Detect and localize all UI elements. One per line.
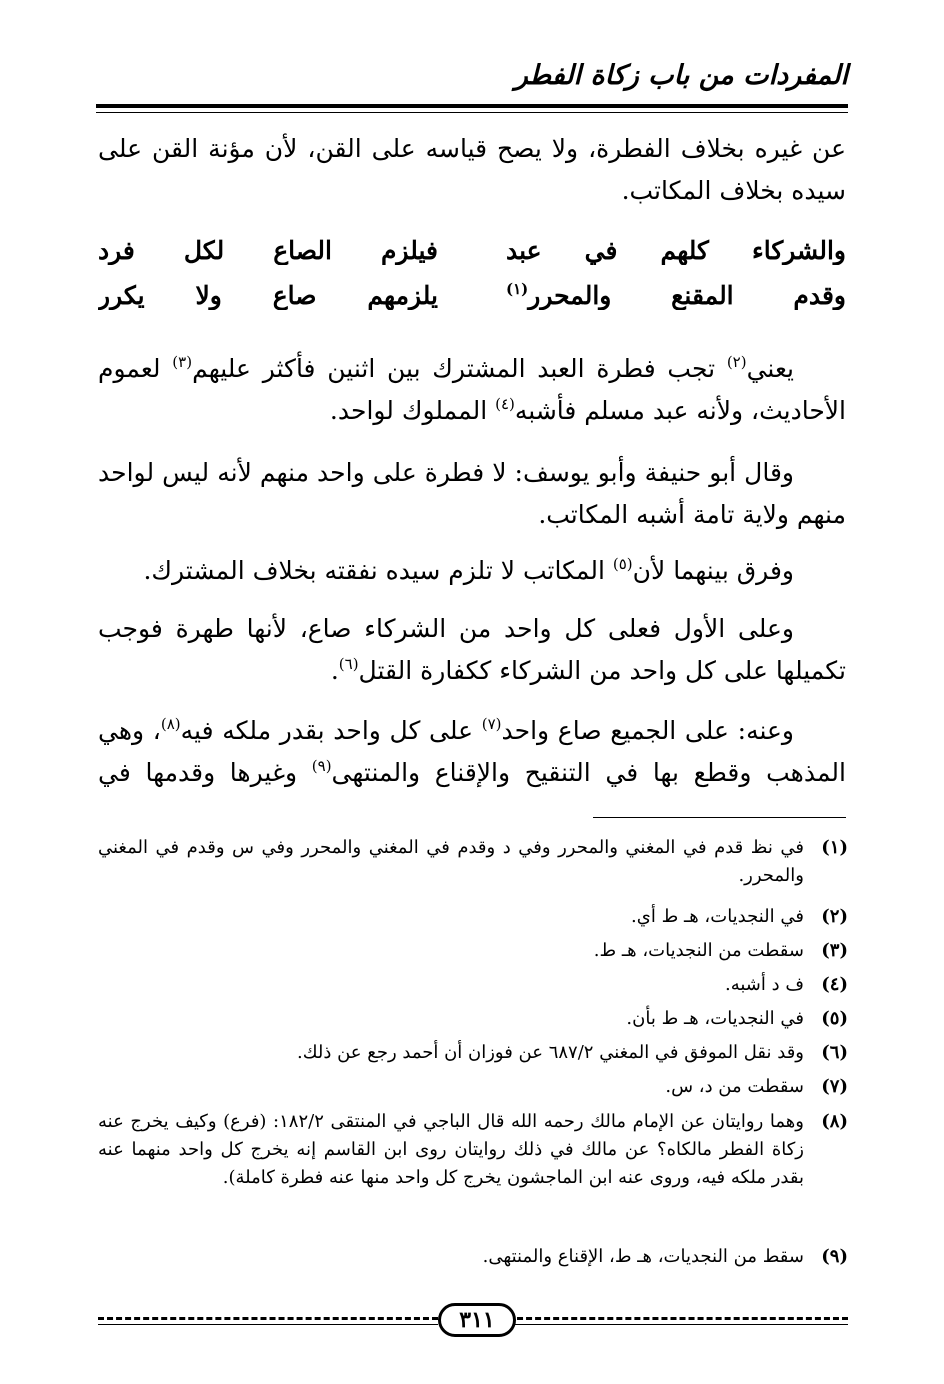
footnote-number: (٨) — [821, 1111, 848, 1132]
footnote-5 — [98, 1005, 848, 1033]
paragraph-6-text-b: على كل واحد بقدر ملكه فيه — [180, 716, 482, 745]
footnote-marker: (٩) — [311, 757, 332, 775]
header-rule-thick — [96, 104, 848, 108]
footnote-marker: (٤) — [495, 395, 515, 413]
footnote-marker: (٨) — [160, 715, 181, 733]
paragraph-6-text-a: وعنه: على الجميع صاع واحد — [501, 716, 795, 745]
paragraph-4 — [98, 550, 846, 592]
footnote-text: وهما روايتان عن الإمام مالك رحمه الله قال الباجي في المنتقى ١٨٢/٢: (فرع) وكيف يخرج عنه زكاة الفطر مالكاه؟ عن مالك في ذلك روايتان روى ابن القاسم إنه يخرج كل واحد منهما عنه بقدر ملكه فيه، وروى عنه ابن الماجشون يخرج كل واحد منها عنه فطرة كاملة). — [98, 1111, 804, 1188]
footnote-number: (٩) — [821, 1246, 848, 1267]
verse-line-1-first-hemistich: والشركاء كلهم في عبد — [506, 236, 846, 265]
footnote-number: (٦) — [821, 1042, 848, 1063]
paragraph-5 — [98, 608, 846, 692]
footnote-marker: (٢) — [726, 353, 747, 371]
verse-line-1 — [98, 236, 846, 276]
footnote-number: (٢) — [821, 906, 848, 927]
header-rule-thin — [96, 112, 848, 113]
header-title: المفردات من باب زكاة الفطر — [514, 60, 848, 91]
paragraph-5-text-b: . — [330, 656, 339, 685]
verse-line-2-second-hemistich: يلزمهم صاع ولا يكرر — [98, 281, 438, 310]
footnote-marker: (١) — [506, 281, 529, 298]
paragraph-6 — [98, 710, 846, 794]
footnote-text: سقط من النجديات، هـ ط، الإقناع والمنتهى. — [482, 1246, 804, 1267]
paragraph-2-text-d: المملوك لواحد. — [329, 396, 496, 425]
footnote-7 — [98, 1073, 848, 1101]
footnote-number: (٣) — [821, 940, 848, 961]
footnote-3 — [98, 937, 848, 965]
footnote-separator — [593, 817, 846, 818]
footnote-text: في النجديات، هـ ط بأن. — [626, 1008, 804, 1029]
paragraph-5-text-a: وعلى الأول فعلى كل واحد من الشركاء صاع، لأنها طهرة فوجب تكميلها على كل واحد من الشركاء ككفارة القتل — [98, 614, 846, 685]
footnote-6 — [98, 1039, 848, 1067]
footnote-marker: (٣) — [172, 353, 193, 371]
footnote-9 — [98, 1243, 848, 1271]
paragraph-1 — [98, 128, 846, 212]
verse-line-1-second-hemistich: فيلزم الصاع لكل فرد — [98, 236, 438, 265]
page-number: ٣١١ — [438, 1303, 516, 1337]
footnote-text: سقطت من النجديات، هـ ط. — [593, 940, 804, 961]
footer-dashed-rule-right — [508, 1317, 848, 1320]
page-footer — [98, 1303, 848, 1333]
footnote-8 — [98, 1108, 848, 1192]
paragraph-3 — [98, 452, 846, 536]
footer-dashed-rule-left — [98, 1317, 438, 1320]
verse-line-2-first-hemistich — [506, 281, 846, 310]
paragraph-1-text: عن غيره بخلاف الفطرة، ولا يصح قياسه على القن، لأن مؤنة القن على سيده بخلاف المكاتب. — [98, 134, 846, 205]
footnote-text: وقد نقل الموفق في المغني ٦٨٧/٢ عن فوزان أن أحمد رجع عن ذلك. — [296, 1042, 804, 1063]
paragraph-2 — [98, 348, 846, 432]
verse-line-2 — [98, 281, 846, 321]
paragraph-6-text-c: ، وهي المذهب وقطع بها في التنقيح والإقناع والمنتهى — [98, 716, 846, 787]
paragraph-6-text-d: وغيرها وقدمها في — [98, 758, 312, 787]
footnote-marker: (٦) — [338, 655, 359, 673]
footnote-text: في نظ قدم في المغني والمحرر وفي د وقدم في المغني والمحرر وفي س وقدم في المغني والمحرر. — [98, 837, 804, 886]
footnote-marker: (٧) — [481, 715, 502, 733]
paragraph-4-text-b: المكاتب لا تلزم سيده نفقته بخلاف المشترك. — [143, 556, 613, 585]
footnote-text: في النجديات، هـ ط أي. — [631, 906, 804, 927]
paragraph-2-text-a: يعني — [746, 354, 794, 383]
footer-thin-rule-left — [98, 1324, 438, 1325]
paragraph-4-text-a: وفرق بينهما لأن — [632, 556, 794, 585]
footnote-number: (٧) — [821, 1076, 848, 1097]
footnote-1 — [98, 834, 848, 890]
footnote-number: (٥) — [821, 1008, 848, 1029]
paragraph-3-text: وقال أبو حنيفة وأبو يوسف: لا فطرة على واحد منهم لأنه ليس لواحد منهم ولاية تامة أشبه المكاتب. — [98, 458, 846, 529]
footnote-text: سقطت من د، س. — [665, 1076, 804, 1097]
verse-line-2-first-text: وقدم المقنع والمحرر — [528, 281, 846, 310]
footnote-4 — [98, 971, 848, 999]
footnote-number: (٤) — [821, 974, 848, 995]
paragraph-2-text-c: لعموم الأحاديث، ولأنه عبد مسلم فأشبه — [98, 354, 846, 425]
footnote-2 — [98, 903, 848, 931]
footer-thin-rule-right — [508, 1324, 848, 1325]
paragraph-2-text-b: تجب فطرة العبد المشترك بين اثنين فأكثر عليهم — [192, 354, 727, 383]
footnote-number: (١) — [821, 837, 848, 858]
footnote-marker: (٥) — [612, 555, 633, 573]
footnote-text: ف د أشبه. — [724, 974, 804, 995]
running-header — [96, 60, 848, 100]
